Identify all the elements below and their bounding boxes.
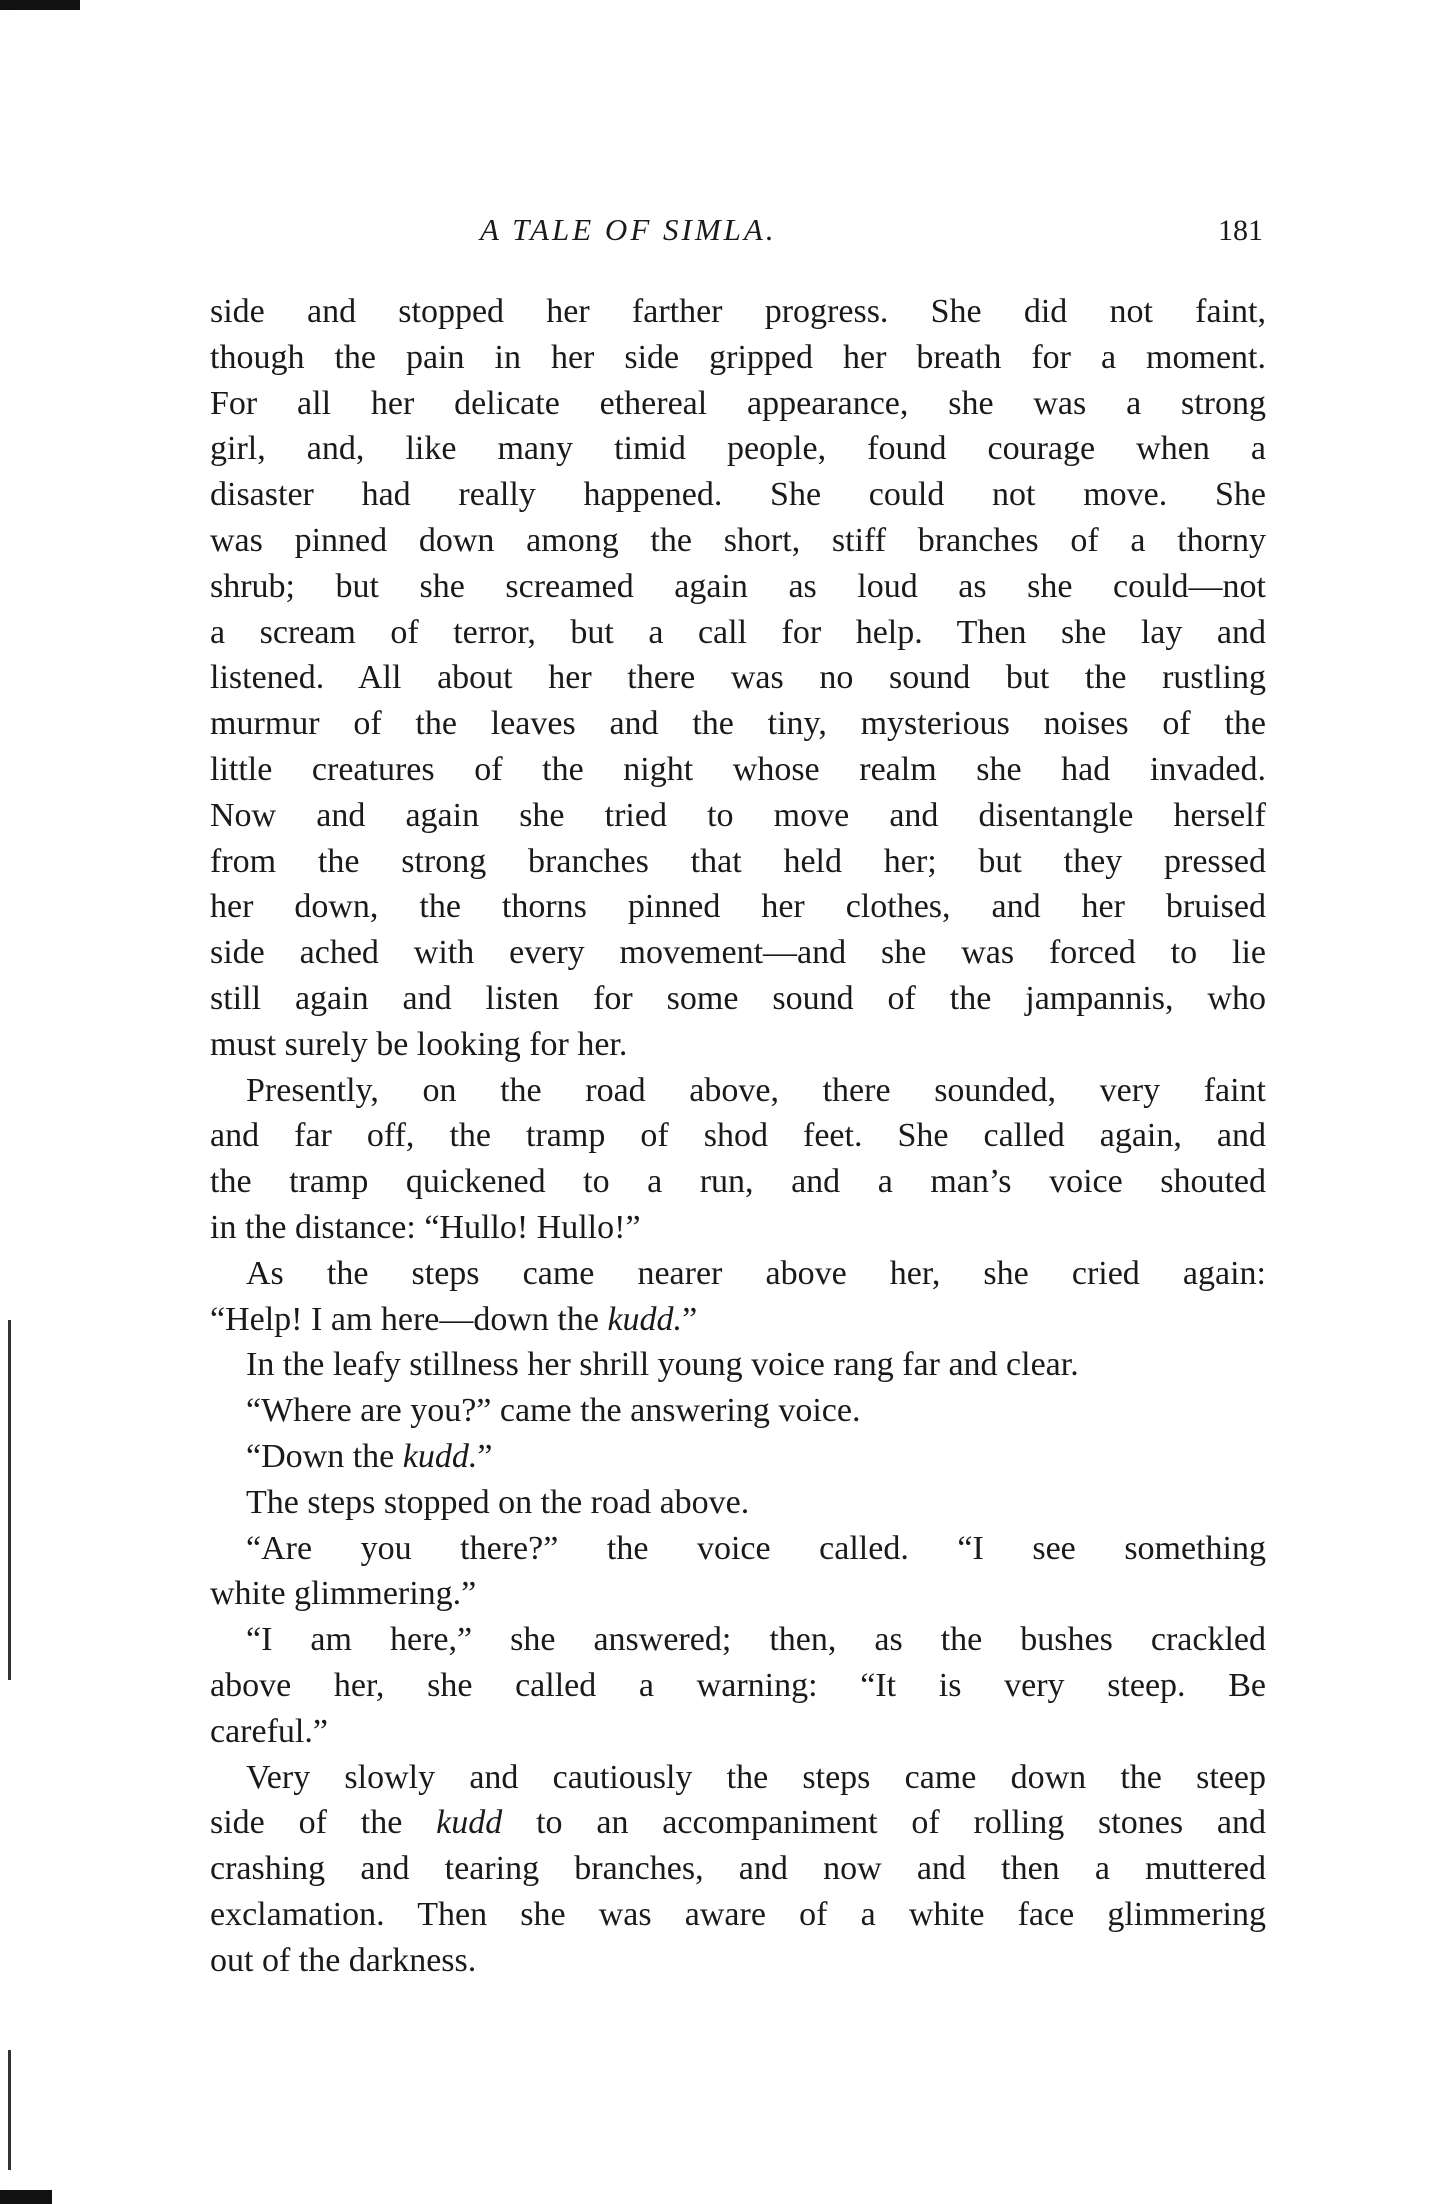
text-line [210,1938,1266,1984]
text-segment: ” [682,1300,698,1338]
text-segment: “Are you there?” the voice called. “I see something [246,1529,1266,1567]
text-line [210,701,1266,747]
scan-edge-mark-lower [8,2050,11,2170]
page-number: 181 [1218,214,1263,247]
text-line [210,793,1266,839]
text-line [210,335,1266,381]
text-segment: The steps stopped on the road above. [246,1483,750,1521]
text-line [210,655,1266,701]
text-segment: side and stopped her farther progress. She did not faint, [210,293,1266,330]
text-line [210,1892,1266,1938]
text-segment: “Help! I am here—down the [210,1300,608,1338]
text-line [210,976,1266,1022]
text-line [210,426,1266,472]
scan-corner-mark-bottom [0,2190,52,2204]
text-line [210,518,1266,564]
text-line [210,610,1266,656]
text-line [210,1526,1266,1572]
text-segment: As the steps came nearer above her, she cried again: [246,1254,1266,1292]
text-segment: side of the [210,1804,437,1842]
text-segment: out of the darkness. [210,1941,477,1979]
text-segment: little creatures of the night whose realm she had invaded. [210,750,1266,788]
text-segment: listened. All about her there was no sound but the rustling [210,659,1266,697]
text-line [210,1205,1266,1251]
text-segment: and far off, the tramp of shod feet. She called again, and [210,1117,1266,1155]
text-line [210,1480,1266,1526]
italic-word: kudd. [402,1437,478,1475]
text-segment: careful.” [210,1712,328,1750]
scan-corner-mark-top [0,0,80,10]
text-segment: side ached with every movement—and she was forced to lie [210,934,1266,972]
italic-word: kudd. [607,1300,683,1338]
text-segment: “Down the [246,1437,403,1475]
text-line [210,1434,1266,1480]
text-line [210,747,1266,793]
text-line [210,1755,1266,1801]
text-segment: “I am here,” she answered; then, as the bushes crackled [246,1621,1266,1659]
text-line [210,1663,1266,1709]
text-line [210,1297,1266,1343]
text-line [210,1800,1266,1846]
text-line [210,1068,1266,1114]
text-segment: For all her delicate ethereal appearance, she was a strong [210,384,1266,422]
text-line [210,1342,1266,1388]
text-segment: white glimmering.” [210,1575,477,1613]
text-line [210,1113,1266,1159]
text-segment: Now and again she tried to move and disentangle herself [210,796,1266,834]
text-segment: though the pain in her side gripped her breath for a moment. [210,338,1266,376]
text-segment: above her, she called a warning: “It is very steep. Be [210,1666,1266,1704]
scan-edge-mark [8,1320,11,1680]
running-title: A TALE OF SIMLA. [480,212,777,247]
text-line [210,1709,1266,1755]
text-segment: still again and listen for some sound of the jampannis, who [210,979,1266,1017]
text-segment: her down, the thorns pinned her clothes, and her bruised [210,888,1266,926]
text-segment: crashing and tearing branches, and now and then a muttered [210,1850,1266,1888]
text-segment: girl, and, like many timid people, found courage when a [210,430,1266,468]
text-line [210,1159,1266,1205]
text-segment: ” [477,1437,493,1475]
text-line [210,472,1266,518]
text-segment: exclamation. Then she was aware of a white face glimmering [210,1895,1266,1933]
text-segment: a scream of terror, but a call for help. Then she lay and [210,613,1266,651]
text-line [210,1251,1266,1297]
text-line [210,1846,1266,1892]
text-segment: from the strong branches that held her; but they pressed [210,842,1266,880]
text-segment: in the distance: “Hullo! Hullo!” [210,1208,641,1246]
text-line [210,381,1266,427]
text-segment: “Where are you?” came the answering voice. [246,1392,861,1430]
text-segment: Presently, on the road above, there sounded, very faint [246,1071,1266,1109]
text-line [210,884,1266,930]
body-text [210,289,1266,1983]
text-segment: the tramp quickened to a run, and a man’s voice shouted [210,1163,1266,1201]
text-segment: was pinned down among the short, stiff branches of a thorny [210,521,1266,559]
text-segment: shrub; but she screamed again as loud as she could—not [210,567,1266,605]
italic-word: kudd [436,1804,503,1842]
text-line [210,1571,1266,1617]
text-line [210,1617,1266,1663]
text-segment: Very slowly and cautiously the steps came down the steep [246,1758,1266,1796]
text-segment: to an accompaniment of rolling stones and [502,1804,1266,1842]
text-line [210,930,1266,976]
text-segment: must surely be looking for her. [210,1025,628,1063]
text-line [210,289,1266,335]
text-line [210,839,1266,885]
text-line [210,564,1266,610]
text-segment: In the leafy stillness her shrill young voice rang far and clear. [246,1346,1079,1384]
text-line [210,1022,1266,1068]
text-segment: disaster had really happened. She could not move. She [210,476,1266,514]
text-segment: murmur of the leaves and the tiny, mysterious noises of the [210,705,1266,743]
text-line [210,1388,1266,1434]
